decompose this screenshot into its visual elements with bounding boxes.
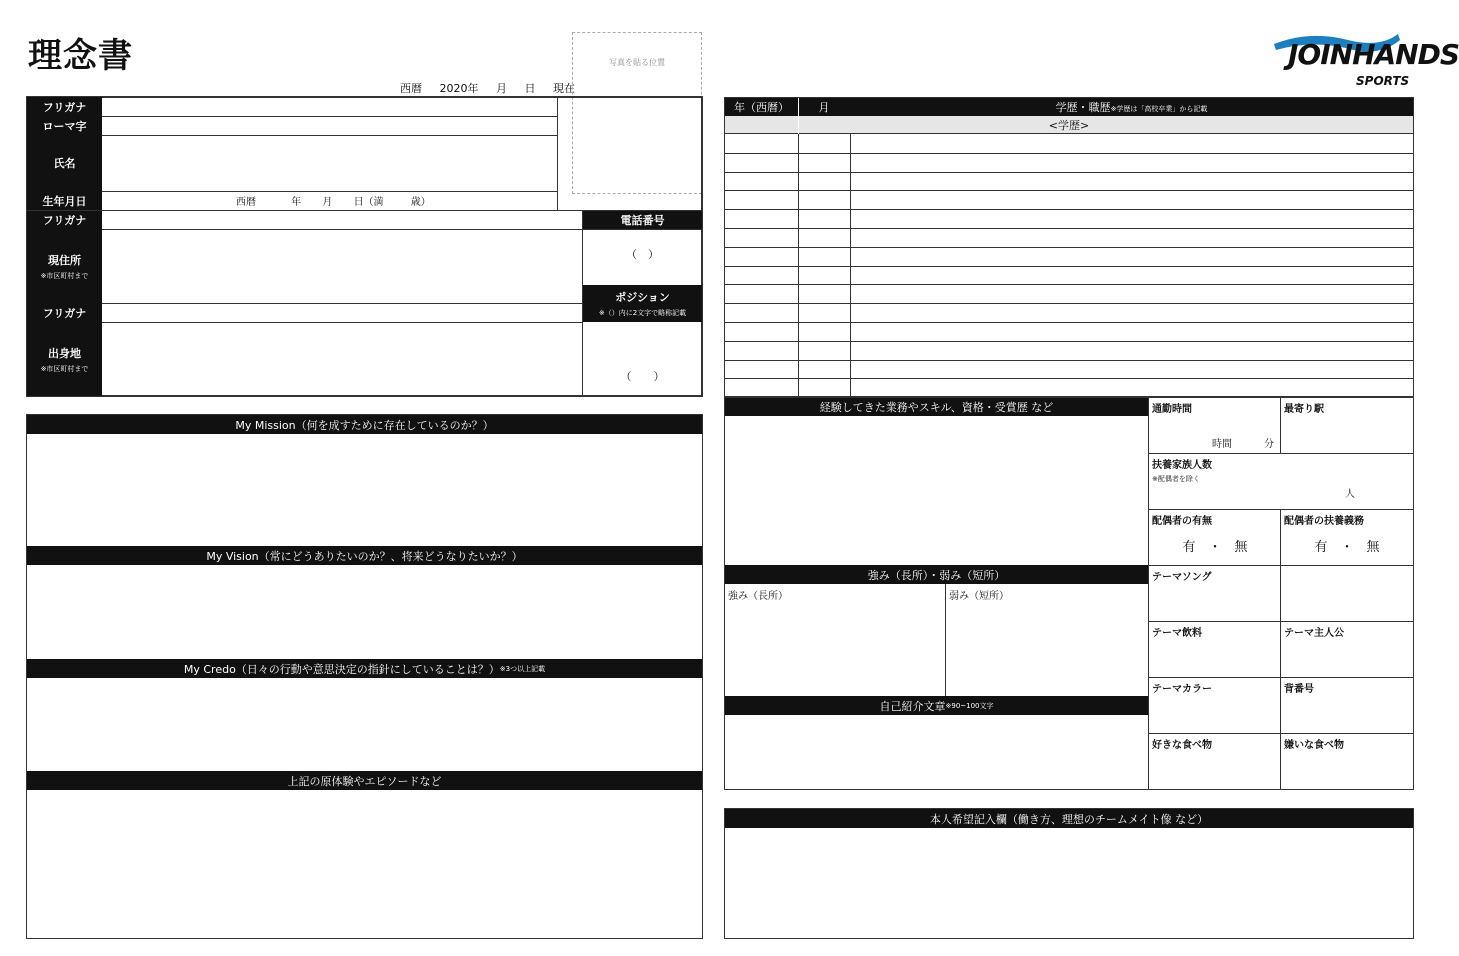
label-hometown: 出身地 ※市区町村まで xyxy=(27,322,102,396)
romaji-input[interactable] xyxy=(103,117,557,135)
wishes-input[interactable] xyxy=(725,828,1413,938)
label-position: ポジション ※（）内に2文字で略称記載 xyxy=(583,285,702,322)
history-row[interactable] xyxy=(725,190,1413,209)
mission-input[interactable] xyxy=(27,434,702,546)
label-birthdate: 生年月日 xyxy=(27,191,102,210)
history-row[interactable] xyxy=(725,247,1413,266)
credo-input[interactable] xyxy=(27,678,702,771)
label-furigana-3: フリガナ xyxy=(27,303,102,322)
label-weaknesses: 弱み（短所） xyxy=(949,591,1009,602)
station-input[interactable] xyxy=(1282,415,1412,452)
label-spouse: 配偶者の有無 xyxy=(1152,516,1212,527)
history-row[interactable] xyxy=(725,303,1413,322)
label-theme-hero: テーマ主人公 xyxy=(1284,628,1344,639)
weaknesses-input[interactable] xyxy=(946,600,1147,695)
label-dislike-food: 嫌いな食べ物 xyxy=(1284,740,1344,751)
skills-input[interactable] xyxy=(725,416,1148,565)
intro-input[interactable] xyxy=(725,715,1148,789)
label-theme-drink: テーマ飲料 xyxy=(1152,628,1202,639)
theme-song-input[interactable] xyxy=(1150,582,1412,620)
vision-input[interactable] xyxy=(27,565,702,659)
history-row[interactable] xyxy=(725,322,1413,341)
label-name: 氏名 xyxy=(27,135,102,191)
wishes-header: 本人希望記入欄（働き方、理想のチームメイト像 など） xyxy=(725,809,1413,828)
date-era: 西暦 xyxy=(400,82,422,95)
position-input[interactable]: （ ） xyxy=(620,370,665,383)
birthdate-input[interactable]: 西暦 年 月 日（満 歳） xyxy=(236,197,431,208)
dependents-input[interactable]: 人 xyxy=(1345,489,1355,500)
history-row[interactable] xyxy=(725,228,1413,247)
history-row[interactable] xyxy=(725,397,1413,416)
credo-header: My Credo（日々の行動や意思決定の指針にしていることは？） ※3つ以上記載 xyxy=(27,659,702,678)
date-now: 現在 xyxy=(553,82,575,95)
spouse-support-options[interactable]: 有 ・ 無 xyxy=(1314,540,1380,555)
history-header xyxy=(725,98,1413,116)
history-row[interactable] xyxy=(725,172,1413,191)
logo-text: JOINHANDS xyxy=(1288,38,1459,71)
history-row[interactable] xyxy=(725,284,1413,303)
skills-header: 経験してきた業務やスキル、資格・受賞歴 など xyxy=(725,397,1148,416)
address-input[interactable] xyxy=(103,230,581,303)
furigana-input[interactable] xyxy=(103,97,557,116)
history-row[interactable] xyxy=(725,209,1413,228)
label-address: 現住所 ※市区町村まで xyxy=(27,229,102,303)
commute-input[interactable]: 時間 分 xyxy=(1212,439,1274,450)
date-month: 月 xyxy=(496,82,507,95)
history-col-year: 年（西暦） xyxy=(734,101,789,114)
history-row[interactable] xyxy=(725,378,1413,397)
hometown-input[interactable] xyxy=(103,323,581,396)
logo xyxy=(1270,30,1459,94)
label-dependents: 扶養家族人数 xyxy=(1152,460,1212,471)
phone-input[interactable]: （ ） xyxy=(626,248,659,261)
date-line xyxy=(400,80,589,96)
label-phone: 電話番号 xyxy=(583,211,702,229)
label-theme-song: テーマソング xyxy=(1152,572,1212,583)
history-col-history: 学歴・職歴 xyxy=(1055,101,1111,114)
name-input[interactable] xyxy=(103,136,557,191)
history-col-month: 月 xyxy=(818,101,830,114)
history-row[interactable] xyxy=(725,266,1413,285)
intro-header: 自己紹介文章 ※90~100文字 xyxy=(725,696,1148,715)
page-title: 理念書 xyxy=(28,36,133,76)
label-spouse-support: 配偶者の扶養義務 xyxy=(1284,516,1364,527)
spouse-options[interactable]: 有 ・ 無 xyxy=(1182,540,1248,555)
label-strengths: 強み（長所） xyxy=(728,591,788,602)
strengths-header: 強み（長所）・弱み（短所） xyxy=(725,565,1148,584)
photo-label: 写真を貼る位置 xyxy=(609,58,665,67)
label-station: 最寄り駅 xyxy=(1284,404,1324,415)
history-col-note: ※学歴は「高校卒業」から記載 xyxy=(1110,105,1208,113)
logo-subtext: SPORTS xyxy=(1356,74,1410,88)
episode-input[interactable] xyxy=(27,790,702,938)
history-subheader: <学歴> xyxy=(725,116,1413,134)
dependents-note: ※配偶者を除く xyxy=(1152,475,1200,483)
label-furigana: フリガナ xyxy=(27,97,102,116)
strengths-input[interactable] xyxy=(725,600,944,695)
episode-header: 上記の原体験やエピソードなど xyxy=(27,771,702,790)
date-day: 日 xyxy=(524,82,536,95)
history-row[interactable] xyxy=(725,153,1413,172)
label-furigana-2: フリガナ xyxy=(27,210,102,229)
label-romaji: ローマ字 xyxy=(27,116,102,135)
mission-header: My Mission（何を成すために存在しているのか？） xyxy=(27,415,702,434)
vision-header: My Vision（常にどうありたいのか？、将来どうなりたいか？） xyxy=(27,546,702,565)
label-fav-food: 好きな食べ物 xyxy=(1152,740,1212,751)
history-row[interactable] xyxy=(725,360,1413,379)
label-theme-color: テーマカラー xyxy=(1152,684,1212,695)
label-commute: 通勤時間 xyxy=(1152,404,1192,415)
history-row[interactable] xyxy=(725,341,1413,360)
date-year: 2020年 xyxy=(439,82,479,95)
history-row[interactable] xyxy=(725,134,1413,153)
label-jersey-number: 背番号 xyxy=(1284,684,1314,695)
